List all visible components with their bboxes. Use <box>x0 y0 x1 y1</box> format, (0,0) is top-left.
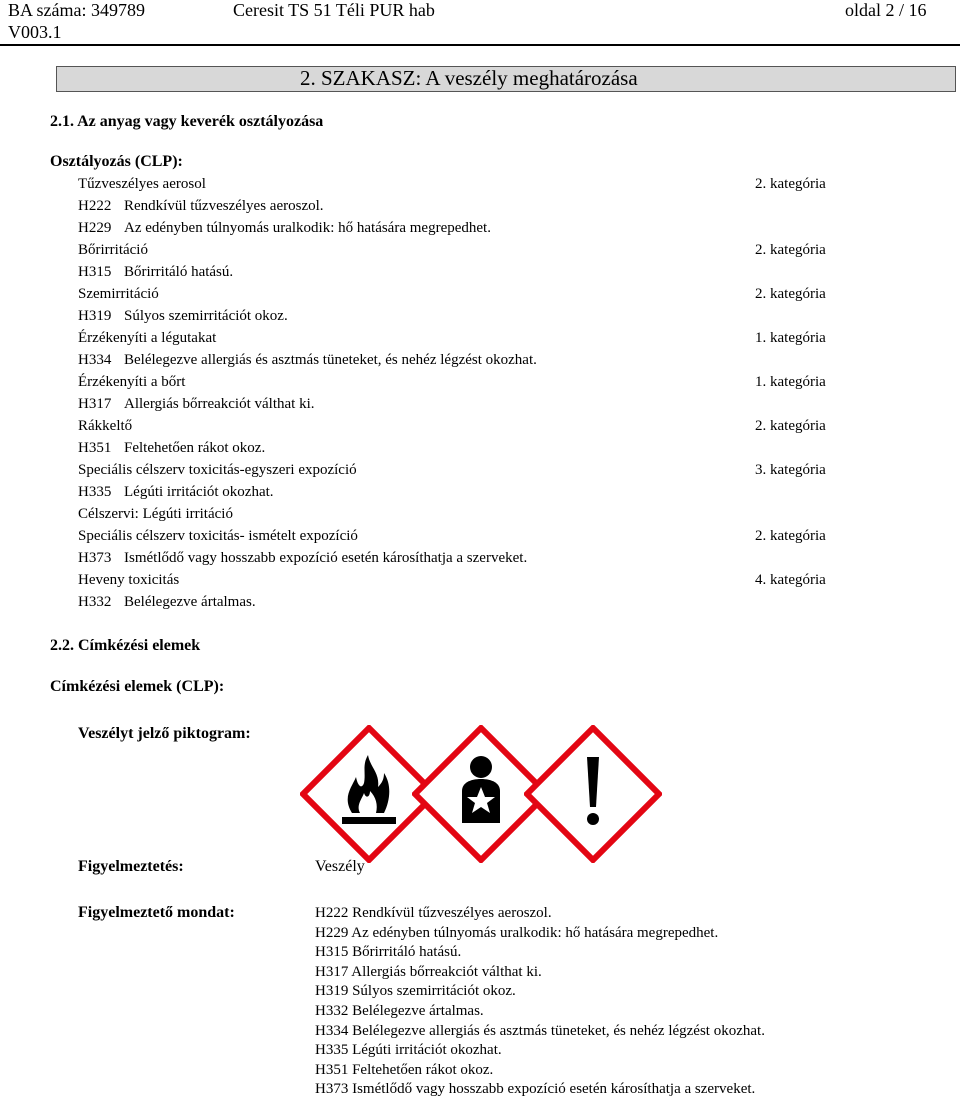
hazard-statement: H315 Bőrirritáló hatású. <box>315 944 462 961</box>
hazard-class-row <box>78 572 179 589</box>
hazard-text: Súlyos szemirritációt okoz. <box>124 308 288 324</box>
hazard-text: Rákkeltő <box>78 418 133 434</box>
hazard-code: H332 <box>78 594 112 610</box>
hazard-text: Rendkívül tűzveszélyes aeroszol. <box>124 198 324 214</box>
product-name: Ceresit TS 51 Téli PUR hab <box>233 0 435 20</box>
hazard-class-row <box>78 506 233 523</box>
hazard-code: H222 <box>78 198 112 214</box>
version: V003.1 <box>8 22 62 42</box>
hazard-category: 2. kategória <box>755 528 826 544</box>
hazard-text: Tűzveszélyes aerosol <box>78 176 206 192</box>
hazard-category: 1. kategória <box>755 330 826 346</box>
hazard-code-row <box>78 594 256 611</box>
pictogram-label: Veszélyt jelző piktogram: <box>78 725 251 742</box>
hazard-text: Heveny toxicitás <box>78 572 180 588</box>
hazard-code-row <box>78 484 274 501</box>
clp-classification-label: Osztályozás (CLP): <box>50 153 183 170</box>
hazard-category: 2. kategória <box>755 176 826 192</box>
hazard-text: Légúti irritációt okozhat. <box>124 484 274 500</box>
section-title: 2. SZAKASZ: A veszély meghatározása <box>300 66 638 90</box>
hazard-class-row <box>78 286 159 303</box>
hazard-category: 2. kategória <box>755 242 826 258</box>
hazard-code: H317 <box>78 396 112 412</box>
hazard-statements-label: Figyelmeztető mondat: <box>78 904 235 921</box>
signal-word: Veszély <box>315 858 365 875</box>
labelling-heading: 2.2. Címkézési elemek <box>50 637 201 654</box>
hazard-code: H351 <box>78 440 112 456</box>
hazard-code-row <box>78 220 491 237</box>
hazard-text: Belélegezve allergiás és asztmás tüneteket, és nehéz légzést okozhat. <box>124 352 537 368</box>
hazard-statement: H317 Allergiás bőrreakciót válthat ki. <box>315 963 542 980</box>
header-rule <box>0 44 960 46</box>
hazard-code-row <box>78 264 233 281</box>
hazard-code-row <box>78 198 324 215</box>
hazard-category: 4. kategória <box>755 572 826 588</box>
hazard-code-row <box>78 308 288 325</box>
hazard-class-row <box>78 462 357 479</box>
hazard-class-row <box>78 330 216 347</box>
hazard-text: Érzékenyíti a bőrt <box>78 374 186 390</box>
hazard-statement: H351 Feltehetően rákot okoz. <box>315 1061 494 1078</box>
hazard-statement: H373 Ismétlődő vagy hosszabb expozíció esetén károsíthatja a szerveket. <box>315 1081 756 1098</box>
hazard-text: Bőrirritáló hatású. <box>124 264 234 280</box>
hazard-code: H335 <box>78 484 112 500</box>
hazard-statement: H335 Légúti irritációt okozhat. <box>315 1042 502 1059</box>
hazard-class-row <box>78 176 206 193</box>
hazard-text: Az edényben túlnyomás uralkodik: hő hatására megrepedhet. <box>124 220 491 236</box>
classification-heading: 2.1. Az anyag vagy keverék osztályozása <box>50 113 324 130</box>
hazard-text: Érzékenyíti a légutakat <box>78 330 217 346</box>
hazard-class-row <box>78 374 185 391</box>
exclamation-pictogram <box>524 725 662 863</box>
hazard-statements-list <box>315 904 765 1100</box>
hazard-text: Allergiás bőrreakciót válthat ki. <box>124 396 315 412</box>
hazard-statement: H334 Belélegezve allergiás és asztmás tüneteket, és nehéz légzést okozhat. <box>315 1022 765 1039</box>
hazard-text: Speciális célszerv toxicitás- ismételt expozíció <box>78 528 358 544</box>
hazard-code-row <box>78 352 537 369</box>
hazard-category: 3. kategória <box>755 462 826 478</box>
hazard-code-row <box>78 396 315 413</box>
hazard-category: 1. kategória <box>755 374 826 390</box>
hazard-text: Célszervi: Légúti irritáció <box>78 506 233 522</box>
hazard-statement: H319 Súlyos szemirritációt okoz. <box>315 983 516 1000</box>
hazard-text: Bőrirritáció <box>78 242 148 258</box>
hazard-code-row <box>78 440 265 457</box>
hazard-category: 2. kategória <box>755 286 826 302</box>
hazard-text: Szemirritáció <box>78 286 159 302</box>
hazard-text: Feltehetően rákot okoz. <box>124 440 266 456</box>
clp-labelling-label: Címkézési elemek (CLP): <box>50 678 225 695</box>
hazard-code-row <box>78 550 527 567</box>
hazard-text: Ismétlődő vagy hosszabb expozíció esetén károsíthatja a szerveket. <box>124 550 528 566</box>
page-number: oldal 2 / 16 <box>845 0 927 20</box>
hazard-code: H315 <box>78 264 112 280</box>
hazard-class-row <box>78 242 148 259</box>
hazard-code: H229 <box>78 220 112 236</box>
hazard-code: H319 <box>78 308 112 324</box>
hazard-class-row <box>78 418 132 435</box>
hazard-text: Speciális célszerv toxicitás-egyszeri expozíció <box>78 462 357 478</box>
ba-number: BA száma: 349789 <box>8 0 145 20</box>
signal-word-label: Figyelmeztetés: <box>78 858 184 875</box>
hazard-category: 2. kategória <box>755 418 826 434</box>
hazard-code: H373 <box>78 550 112 566</box>
hazard-text: Belélegezve ártalmas. <box>124 594 256 610</box>
hazard-statement: H222 Rendkívül tűzveszélyes aeroszol. <box>315 905 552 921</box>
hazard-statement: H332 Belélegezve ártalmas. <box>315 1002 484 1019</box>
hazard-code: H334 <box>78 352 112 368</box>
hazard-class-row <box>78 528 358 545</box>
hazard-statement: H229 Az edényben túlnyomás uralkodik: hő hatására megrepedhet. <box>315 924 719 941</box>
